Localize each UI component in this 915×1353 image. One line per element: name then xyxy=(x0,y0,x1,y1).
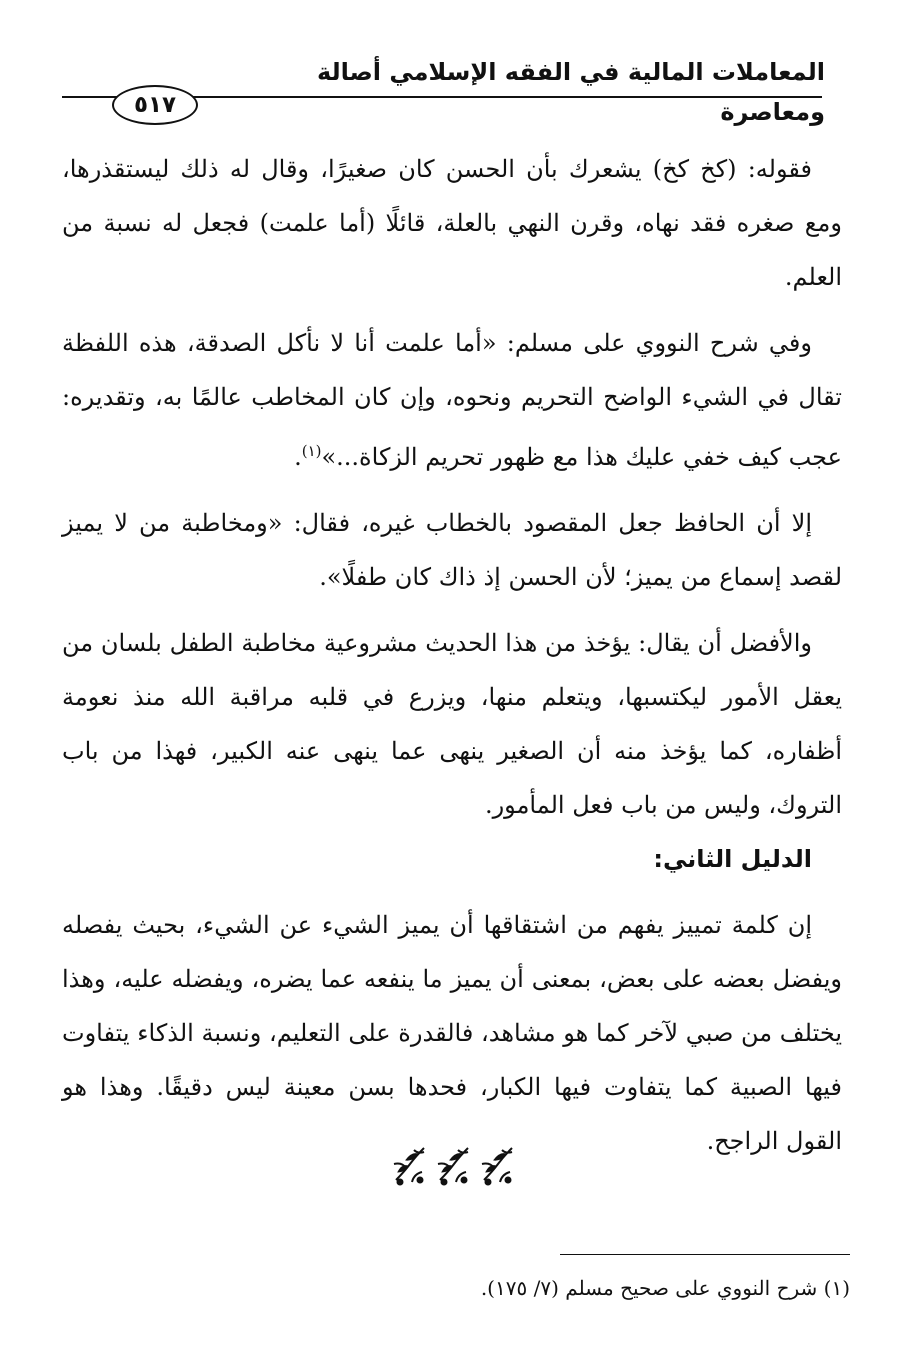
paragraph-2 xyxy=(62,316,842,484)
paragraph-4: والأفضل أن يقال: يؤخذ من هذا الحديث مشروعية مخاطبة الطفل بلسان من يعقل الأمور ليكتسبها، ويتعلم منها، ويزرع في قلبه مراقبة الله منذ نعومة أظفاره، كما يؤخذ منه أن الصغير ينهى عما ينهى عنه الكبير، فهذا من باب التروك، وليس من باب فعل المأمور. xyxy=(62,629,842,819)
ornament-right xyxy=(482,1148,512,1185)
section-subheading: الدليل الثاني: xyxy=(653,845,812,873)
floral-ornament-icon xyxy=(390,1142,516,1188)
paragraph-3: إلا أن الحافظ جعل المقصود بالخطاب غيره، فقال: «ومخاطبة من لا يميز لقصد إسماع من يميز؛ لأن الحسن إذ ذاك كان طفلًا». xyxy=(62,509,842,591)
paragraph-1: فقوله: (كخ كخ) يشعرك بأن الحسن كان صغيرًا، وقال له ذلك ليستقذرها، ومع صغره فقد نهاه، وقرن النهي بالعلة، قائلًا (أما علمت) فجعل له نسبة من العلم. xyxy=(62,155,842,291)
footnote-rule xyxy=(560,1254,850,1255)
page-number: ٥١٧ xyxy=(112,85,198,125)
footnote: (١) شرح النووي على صحيح مسلم (٧/ ١٧٥). xyxy=(480,1276,850,1300)
ornament-left xyxy=(392,1146,426,1185)
footnote-reference: (١) xyxy=(301,442,322,460)
paragraph-2-end: . xyxy=(294,443,302,471)
paragraph-2-text: وفي شرح النووي على مسلم: «أما علمت أنا لا نأكل الصدقة، هذه اللفظة تقال في الشيء الواضح التحريم ونحوه، وإن كان المخاطب عالمًا به، وتقديره: عجب كيف خفي عليك هذا مع ظهور تحريم الزكاة...» xyxy=(62,329,842,471)
ornament-middle xyxy=(438,1148,468,1185)
running-head-title: المعاملات المالية في الفقه الإسلامي أصالة ومعاصرة xyxy=(317,58,825,126)
paragraph-5: إن كلمة تمييز يفهم من اشتقاقها أن يميز الشيء عن الشيء، بحيث يفصله ويفضل بعضه على بعض، بمعنى أن يميز ما ينفعه عما يضره، ويفضله عليه، وهذا يختلف من صبي لآخر كما هو مشاهد، فالقدرة على التعليم، ونسبة الذكاء يتفاوت فيها الصبية كما يتفاوت فيها الكبار، فحدها بسن معينة ليس دقيقًا. وهذا هو القول الراجح. xyxy=(62,911,842,1155)
body-text xyxy=(62,142,842,1168)
